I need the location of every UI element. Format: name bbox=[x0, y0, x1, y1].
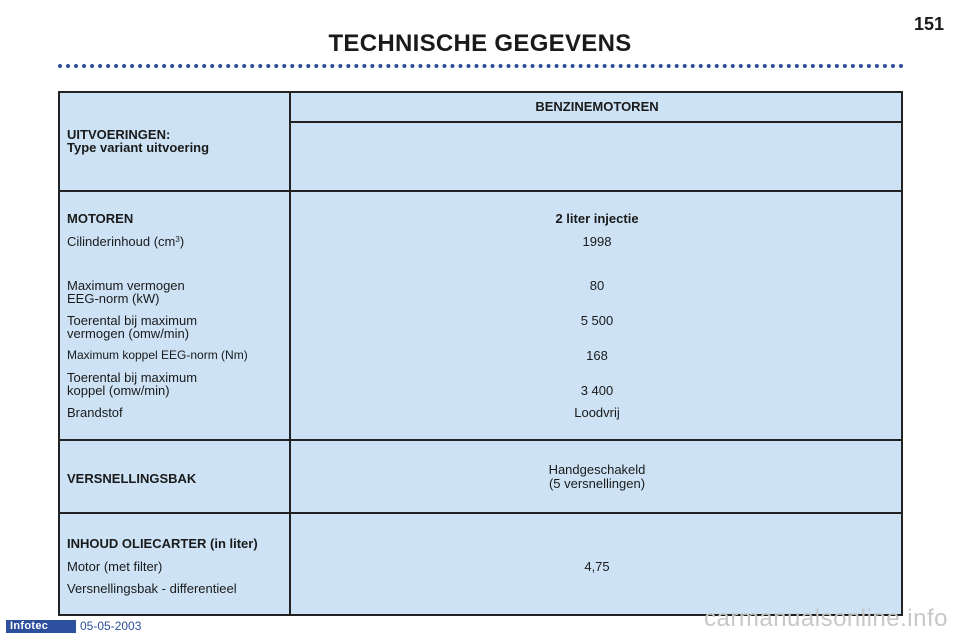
infotec-logo: Infotec bbox=[6, 620, 76, 633]
toerental-vermogen-label-line1: Toerental bij maximum bbox=[67, 313, 198, 328]
toerental-vermogen-value: 5 500 bbox=[580, 313, 614, 328]
oliecarter-motor-label: Motor (met filter) bbox=[67, 559, 163, 574]
section-divider-motoren bbox=[60, 190, 901, 192]
oliecarter-motor-value: 4,75 bbox=[584, 559, 610, 574]
cilinderinhoud-value: 1998 bbox=[582, 234, 612, 249]
uitvoeringen-label: UITVOERINGEN: bbox=[67, 127, 171, 142]
toerental-vermogen-label-line2: vermogen (omw/min) bbox=[67, 326, 190, 341]
section-divider-versnellingsbak bbox=[60, 439, 901, 441]
brandstof-value: Loodvrij bbox=[574, 405, 620, 420]
section-divider-oliecarter bbox=[60, 512, 901, 514]
watermark: carmanualsonline.info bbox=[704, 605, 948, 632]
oliecarter-bak-label: Versnellingsbak - differentieel bbox=[67, 581, 237, 596]
max-koppel-label: Maximum koppel EEG-norm (Nm) bbox=[67, 348, 248, 362]
max-vermogen-label-line2: EEG-norm (kW) bbox=[67, 291, 160, 306]
toerental-koppel-value: 3 400 bbox=[580, 383, 614, 398]
column-header-benzinemotoren: BENZINEMOTOREN bbox=[535, 99, 659, 114]
footer-date: 05-05-2003 bbox=[80, 619, 142, 633]
page-number: 151 bbox=[913, 14, 944, 34]
page-title: TECHNISCHE GEGEVENS bbox=[328, 30, 632, 57]
versnellingsbak-value-line2: (5 versnellingen) bbox=[548, 476, 646, 491]
cilinderinhoud-label: Cilinderinhoud $(cm^3)$ bbox=[67, 234, 185, 249]
motoren-value: 2 liter injectie bbox=[555, 211, 639, 226]
max-koppel-value: 168 bbox=[586, 348, 608, 363]
max-vermogen-value: 80 bbox=[589, 278, 605, 293]
header-divider bbox=[289, 121, 901, 123]
brandstof-label: Brandstof bbox=[67, 405, 123, 420]
motoren-label: MOTOREN bbox=[67, 211, 134, 226]
max-vermogen-label-line1: Maximum vermogen bbox=[67, 278, 185, 293]
toerental-koppel-label-line2: koppel (omw/min) bbox=[67, 383, 170, 398]
versnellingsbak-value-line1: Handgeschakeld bbox=[548, 462, 646, 477]
uitvoeringen-sublabel: Type variant uitvoering bbox=[67, 140, 210, 155]
oliecarter-label: INHOUD OLIECARTER (in liter) bbox=[67, 536, 258, 551]
title-divider bbox=[58, 64, 904, 68]
toerental-koppel-label-line1: Toerental bij maximum bbox=[67, 370, 198, 385]
spec-table bbox=[58, 91, 903, 616]
versnellingsbak-label: VERSNELLINGSBAK bbox=[67, 471, 197, 486]
